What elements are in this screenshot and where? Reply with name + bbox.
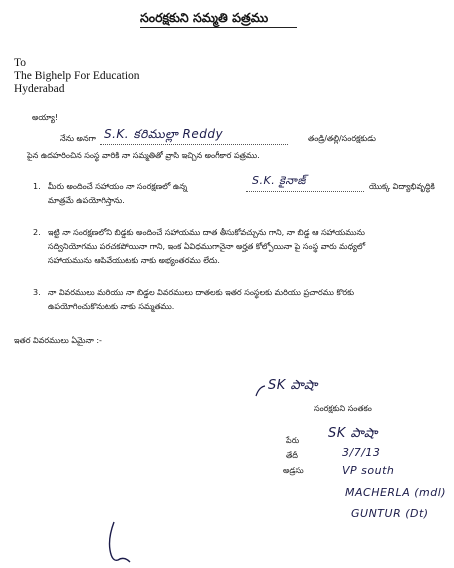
item-1-filled: S.K. కైనాజ్ [252, 174, 306, 187]
intro-line2: పైన ఉదహరించిన సంస్థ వారికి నా సమ్మతితో వ్రాసి ఇచ్చిన అంగీకార పత్రము. [27, 151, 260, 160]
details-address-line1: VP south [342, 464, 395, 477]
item-3-number: 3. [33, 288, 41, 297]
item-2-number: 2. [33, 228, 41, 237]
bottom-scribble [104, 520, 134, 566]
item-1-line1-suffix: యొక్క విద్యాభివృద్ధికి [369, 182, 435, 191]
details-date-label: తేదీ [286, 451, 298, 460]
address-org: The Bighelp For Education [14, 70, 140, 82]
intro-name-line [100, 144, 288, 145]
intro-prefix: నేను అనగా [60, 134, 96, 143]
intro-name-filled: S.K. కరిముల్లా Reddy [104, 127, 224, 141]
signature-flourish [254, 384, 268, 398]
details-name-value: SK పాషా [328, 426, 378, 441]
guardian-signature: SK పాషా [268, 378, 318, 393]
item-2-line3: సహాయమును ఆపివేయుటకు నాకు అభ్యంతరము లేదు. [48, 256, 220, 265]
letter-title: సంరక్షకుని సమ్మతి పత్రము [140, 10, 269, 25]
item-1-number: 1. [33, 182, 41, 191]
item-1-line2: మాత్రమే ఉపయోగిస్తాను. [48, 196, 125, 205]
salutation: అయ్యా! [32, 113, 59, 122]
item-2-line1: ఇట్టి నా సంరక్షణలోని బిడ్డకు అందించే సహాయము దాత తీసుకోవచ్చును గాని, నా బిడ్డ ఆ సహాయమును [48, 228, 365, 237]
item-1-line1-prefix: మీరు అందించే సహాయం నా సంరక్షణలో ఉన్న [48, 182, 188, 191]
details-address-label: అడ్రసు [283, 466, 304, 475]
item-3-line1: నా వివరములు మరియు నా బిడ్డల వివరములు దాతలకు ఇతర సంస్థలకు మరియు ప్రచారము కొరకు [48, 288, 355, 297]
details-name-label: పేరు [286, 436, 300, 445]
intro-suffix: తండ్రి/తల్లి/సంరక్షకుడు [308, 134, 376, 143]
item-3-line2: ఉపయోగించుకొనుటకు నాకు సమ్మతము. [48, 302, 175, 311]
address-to: To [14, 57, 26, 69]
title-underline [140, 27, 297, 28]
details-address-line2: MACHERLA (mdl) [345, 486, 447, 499]
details-address-line3: GUNTUR (Dt) [351, 507, 429, 520]
item-1-fill-line [246, 191, 364, 192]
signature-label: సంరక్షకుని సంతకం [314, 404, 372, 413]
address-city: Hyderabad [14, 83, 65, 95]
details-date-value: 3/7/13 [342, 446, 381, 459]
item-2-line2: సద్వినియోగము పరచకపోయినా గాని, ఇంక ఏవిధముగానైనా అర్హత కోల్పోయినా పై సంస్థ వారు మధ్యలో [48, 242, 366, 251]
other-details-label: ఇతర వివరములు ఏమైనా :- [14, 336, 102, 345]
